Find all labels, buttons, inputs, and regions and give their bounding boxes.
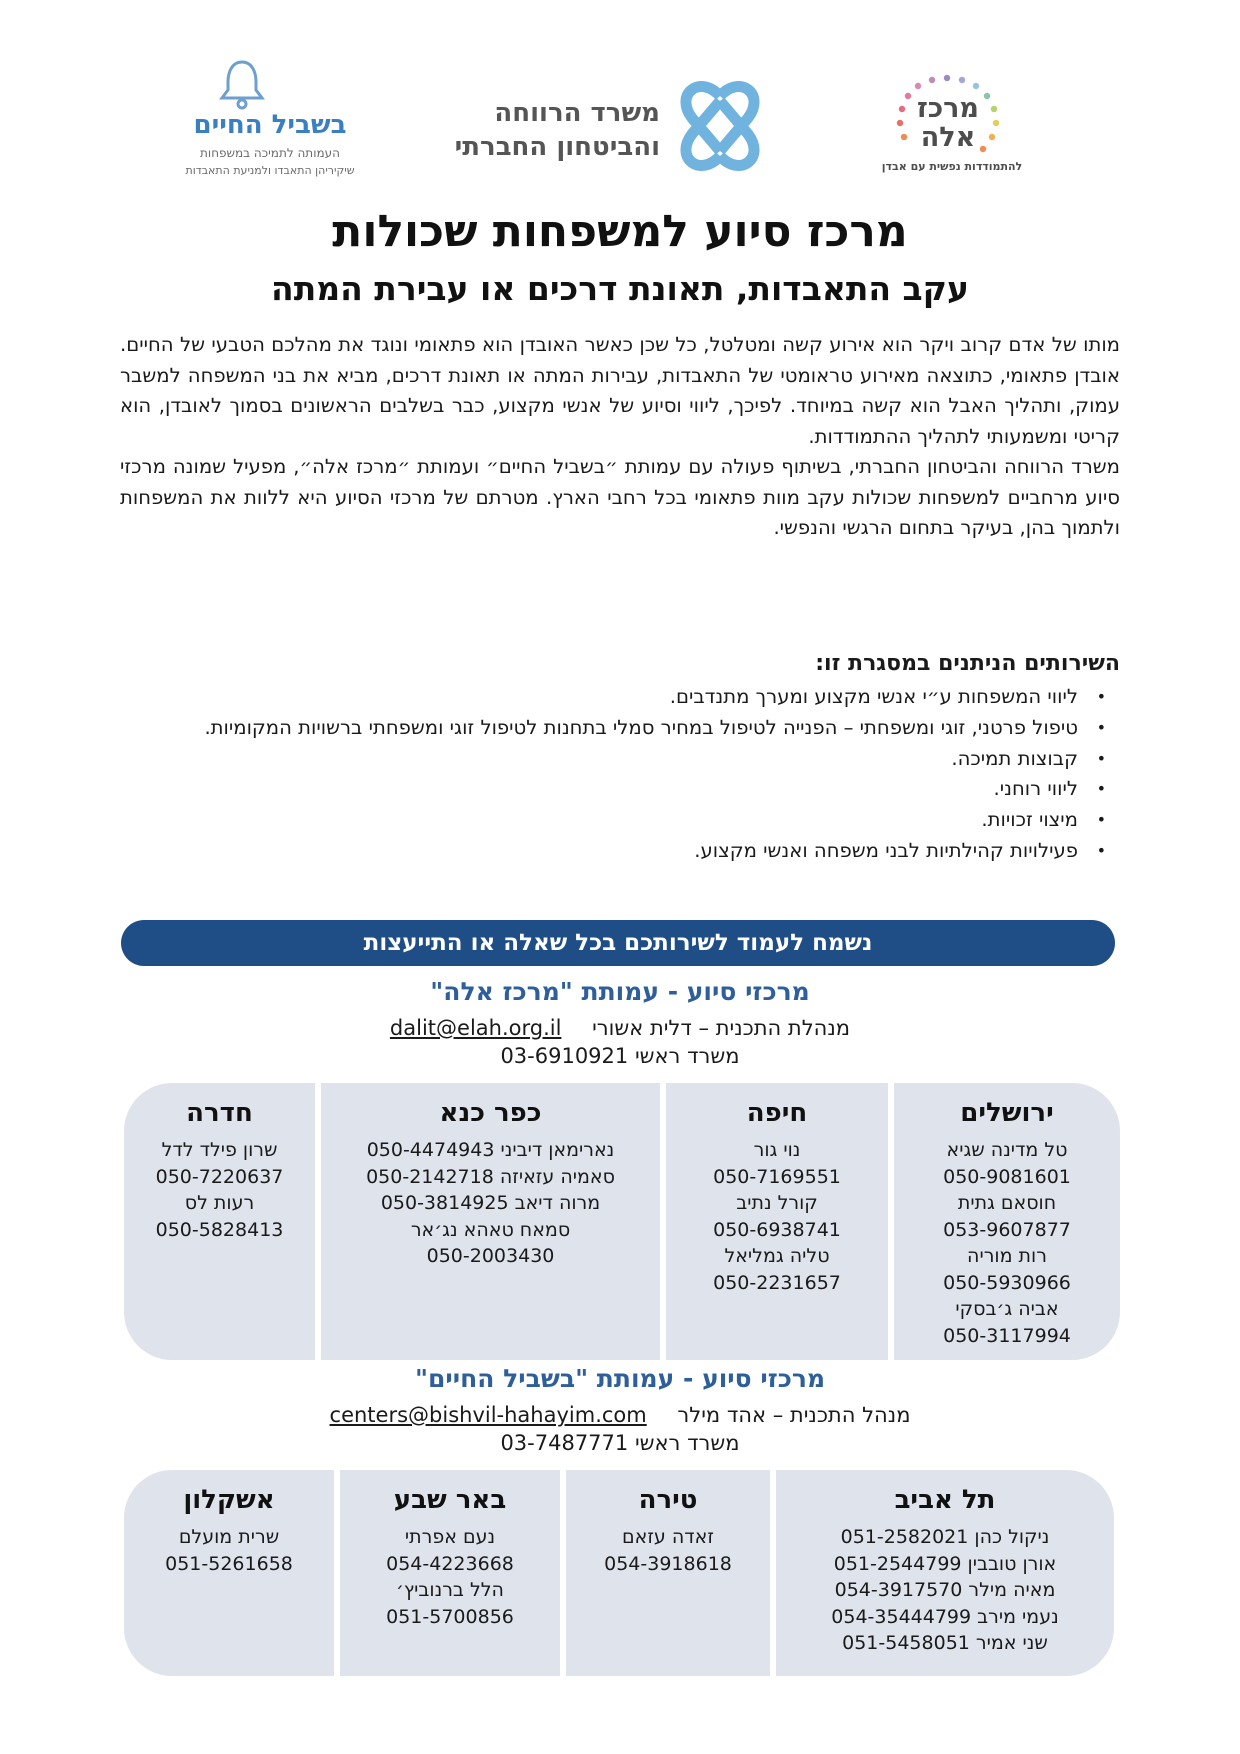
branch-line: נארימאן דיביני 050-4474943	[366, 1139, 615, 1161]
section-bishvil-branches	[124, 1470, 1114, 1676]
branch-line: אביה ג׳בסקי	[955, 1298, 1059, 1320]
services-heading: השירותים הניתנים במסגרת זו:	[815, 651, 1120, 676]
branch-line: מרוה דיאב 050-3814925	[380, 1192, 601, 1214]
section-elah-office: משרד ראשי 03-6910921	[500, 1044, 740, 1068]
branch-line: 051-5261658	[165, 1552, 293, 1575]
bishvil-logo-subtitle-2: שיקיריהן התאבדו ולמניעת התאבדות	[185, 164, 355, 177]
branch-line: 050-5930966	[943, 1271, 1071, 1294]
branch-line: קורל נתיב	[736, 1192, 818, 1214]
intro-paragraph-1: מותו של אדם קרוב ויקר הוא אירוע קשה ומטלטל, כל שכן כאשר האובדן הוא פתאומי ונוגד את מהלכם הטבעי של החיים. אובדן פתאומי, כתוצאה מאירוע טראומטי של התאבדות, עבירות המתה או תאונת דרכים, מביא את בני המשפחה למשבר עמוק, ותהליך האבל הוא קשה במיוחד. לפיכך, ליווי וסיוע של אנשי מקצוע, כבר בשלבים הראשונים בסמוך לאובדן, הוא קריטי ומשמעותי לתהליך ההתמודדות.	[120, 333, 1120, 448]
section-bishvil-office: משרד ראשי 03-7487771	[500, 1431, 740, 1455]
branch-tira	[566, 1470, 770, 1676]
branch-city: חדרה	[186, 1098, 253, 1128]
section-elah-branches	[124, 1083, 1120, 1360]
branch-line: 050-7169551	[713, 1165, 841, 1188]
branch-line: שני אמיר 051-5458051	[842, 1632, 1048, 1654]
ministry-logo-name	[410, 96, 660, 164]
branch-city: כפר כנא	[439, 1098, 542, 1128]
page-title: מרכז סיוע למשפחות שכולות	[332, 206, 908, 257]
branch-line: רעות לס	[184, 1192, 255, 1214]
branch-line: 050-2003430	[426, 1245, 555, 1267]
ministry-logo-line2: והביטחון החברתי	[454, 132, 660, 162]
section-elah-email-link[interactable]: dalit@elah.org.il	[389, 1016, 562, 1040]
branch-line: סמאח טאהא נג׳אר	[410, 1218, 571, 1241]
bell-icon	[214, 56, 270, 112]
branch-beer-sheva	[340, 1470, 560, 1676]
branch-city: חיפה	[746, 1098, 808, 1128]
contact-banner: נשמח לעמוד לשירותכם בכל שאלה או התייעצות	[121, 920, 1115, 966]
branch-line: 050-7220637	[155, 1165, 284, 1188]
intro-paragraph-2: משרד הרווחה והביטחון החברתי, בשיתוף פעולה עם עמותת ״בשביל החיים״ ועמותת ״מרכז אלה״, מפעיל שמונה מרכזי סיוע מרחביים למשפחות שכולות עקב מוות פתאומי בכל רחבי הארץ. מטרתם של מרכזי הסיוע היא ללוות את המשפחות ולתמוך בהן, בעיקר בתחום הרגשי והנפשי.	[120, 455, 1120, 539]
branch-city: תל אביב	[894, 1485, 996, 1515]
section-bishvil-title: מרכזי סיוע - עמותת "בשביל החיים"	[414, 1364, 826, 1393]
branch-line: שרון פילד לדל	[161, 1139, 278, 1161]
branch-line: 050-3117994	[943, 1324, 1071, 1347]
branch-city: ירושלים	[960, 1098, 1054, 1128]
ministry-logo	[410, 52, 770, 182]
elah-logo-line2: אלה	[920, 122, 976, 153]
section-elah-title: מרכזי סיוע - עמותת "מרכז אלה"	[430, 977, 810, 1006]
elah-logo-subtitle: להתמודדות נפשית עם אבדן	[881, 160, 1023, 173]
branch-city: אשקלון	[183, 1485, 275, 1515]
elah-logo-line1: מרכז	[917, 93, 979, 124]
branch-line: מאיה מילר 054-3917570	[834, 1579, 1056, 1601]
ministry-knot-icon	[670, 76, 770, 176]
services-list	[120, 682, 1120, 867]
branch-line: 051-5700856	[386, 1605, 514, 1628]
bishvil-logo	[170, 52, 370, 182]
branch-line: ניקול כהן 051-2582021	[840, 1526, 1050, 1548]
branch-hadera	[124, 1083, 315, 1360]
branch-line: סאמיה עזאיזה 050-2142718	[366, 1165, 615, 1188]
section-bishvil-manager	[0, 1401, 1240, 1429]
branch-line: 054-4223668	[386, 1552, 514, 1575]
section-bishvil-manager-name: מנהל התכנית – אהד מילר	[677, 1403, 911, 1427]
branch-line: נעם אפרתי	[404, 1526, 496, 1548]
service-item: • ליווי רוחני.	[120, 774, 1120, 805]
page-subtitle: עקב התאבדות, תאונת דרכים או עבירת המתה	[271, 269, 969, 308]
branch-haifa	[666, 1083, 888, 1360]
service-item: • פעילויות קהילתיות לבני משפחה ואנשי מקצוע.	[120, 836, 1120, 867]
branch-line: זאדה עזאם	[622, 1526, 714, 1548]
service-item: • ליווי המשפחות ע״י אנשי מקצוע ומערך מתנדבים.	[120, 682, 1120, 713]
branch-line: הלל ברנוביץ׳	[396, 1579, 504, 1601]
branch-city: טירה	[638, 1485, 698, 1515]
branch-line: 050-9081601	[943, 1165, 1071, 1188]
branch-line: רות מוריה	[967, 1245, 1047, 1267]
service-item: • קבוצות תמיכה.	[120, 744, 1120, 775]
branch-line: אורן טובבין 051-2544799	[833, 1552, 1057, 1575]
branch-line: 050-6938741	[713, 1218, 841, 1241]
branch-line: טליה גמליאל	[724, 1245, 830, 1267]
section-elah-manager-name: מנהלת התכנית – דלית אשורי	[592, 1016, 851, 1040]
elah-logo	[850, 52, 1060, 182]
ministry-logo-line1: משרד הרווחה	[494, 98, 660, 128]
branch-line: 053-9607877	[943, 1218, 1071, 1241]
branch-line: 054-3918618	[604, 1552, 732, 1575]
branch-line: נוי גור	[753, 1139, 801, 1161]
elah-logo-name	[898, 94, 998, 152]
branch-line: טל מדינה שגיא	[946, 1139, 1068, 1161]
branch-line: שרית מועלם	[178, 1526, 280, 1548]
branch-line: 050-5828413	[155, 1218, 284, 1241]
service-item: • טיפול פרטני, זוגי ומשפחתי – הפנייה לטיפול במחיר סמלי בתחנות לטיפול זוגי ומשפחתי ברשויות המקומיות.	[120, 713, 1120, 744]
branch-kafr-kana	[321, 1083, 660, 1360]
branch-line: חוסאם גתית	[957, 1192, 1057, 1214]
section-bishvil-email-link[interactable]: centers@bishvil-hahayim.com	[329, 1403, 647, 1427]
branch-city: באר שבע	[393, 1485, 507, 1515]
branch-line: נעמי מירב 054-35444799	[831, 1605, 1059, 1628]
bishvil-logo-subtitle-1: העמותה לתמיכה במשפחות	[200, 146, 340, 160]
branch-line: 050-2231657	[713, 1271, 841, 1294]
branch-ashkelon	[124, 1470, 334, 1676]
branch-tel-aviv	[776, 1470, 1114, 1676]
service-item: • מיצוי זכויות.	[120, 805, 1120, 836]
section-elah-manager	[0, 1014, 1240, 1042]
intro-text	[120, 330, 1120, 544]
bishvil-logo-name: בשביל החיים	[193, 110, 347, 140]
logo-strip	[0, 52, 1240, 182]
branch-jerusalem	[894, 1083, 1120, 1360]
